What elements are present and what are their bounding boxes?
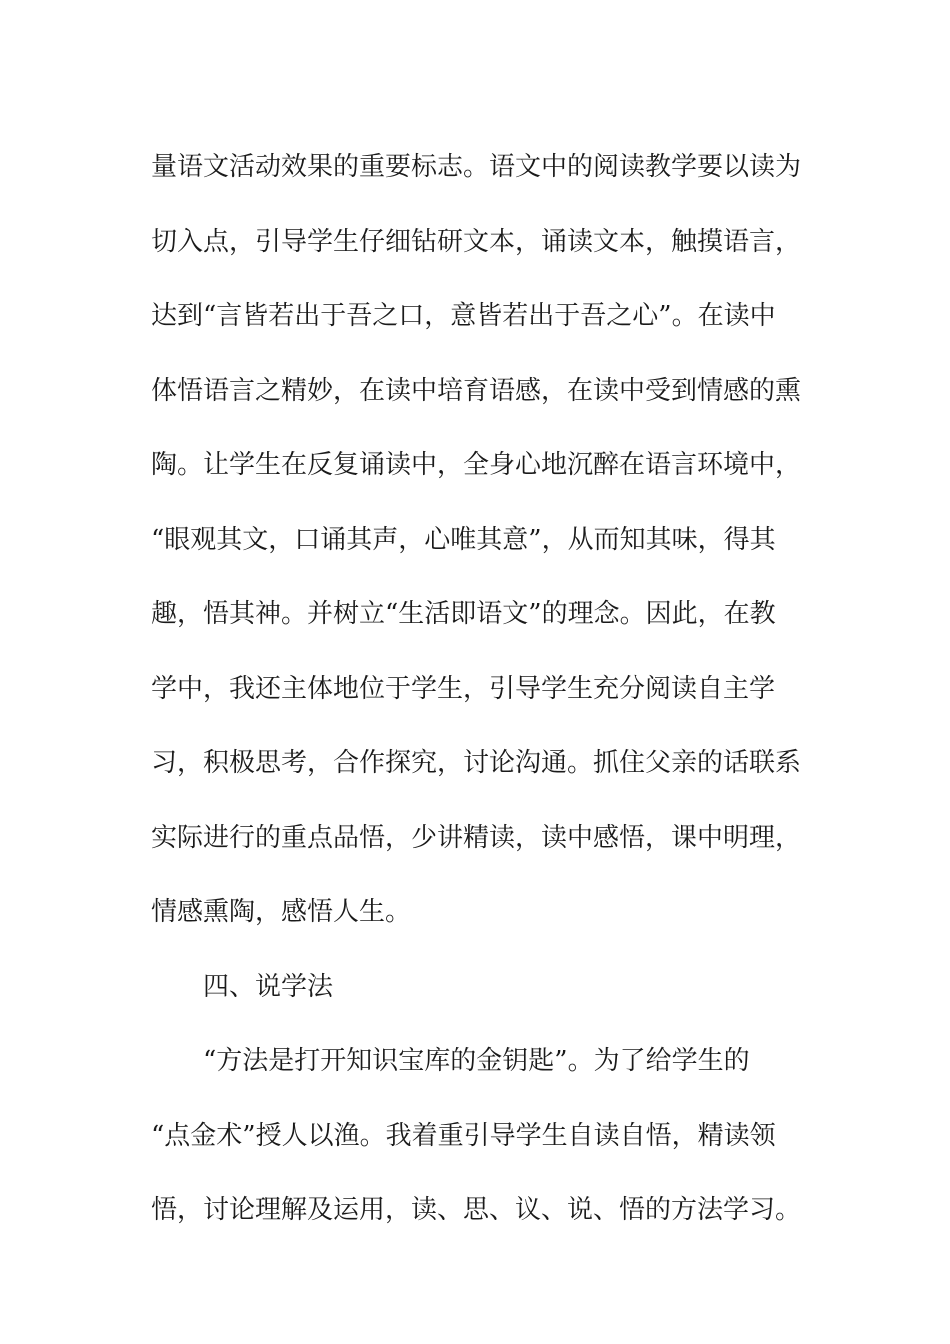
body-line: 陶。让学生在反复诵读中，全身心地沉醉在语言环境中， <box>151 450 802 480</box>
body-line: 达到“言皆若出于吾之口，意皆若出于吾之心”。在读中 <box>151 301 776 331</box>
body-line: 体悟语言之精妙，在读中培育语感，在读中受到情感的熏 <box>151 375 802 406</box>
body-line: 悟，讨论理解及运用，读、思、议、说、悟的方法学习。 <box>151 1195 802 1225</box>
body-line: 趣，悟其神。并树立“生活即语文”的理念。因此，在教 <box>151 599 776 629</box>
body-line: “眼观其文，口诵其声，心唯其意”，从而知其味，得其 <box>151 524 776 555</box>
paragraph-first-line: “方法是打开知识宝库的金钥匙”。为了给学生的 <box>203 1046 750 1076</box>
body-line: 学中，我还主体地位于学生，引导学生充分阅读自主学 <box>151 673 776 704</box>
body-line: 切入点，引导学生仔细钻研文本，诵读文本，触摸语言， <box>151 226 802 257</box>
body-line: 实际进行的重点品悟，少讲精读，读中感悟，课中明理， <box>151 822 802 853</box>
body-line: 情感熏陶，感悟人生。 <box>151 897 412 927</box>
document-body <box>151 130 811 1248</box>
body-line: 习，积极思考，合作探究，讨论沟通。抓住父亲的话联系 <box>151 748 802 778</box>
section-heading: 四、说学法 <box>203 971 334 1002</box>
body-line: “点金术”授人以渔。我着重引导学生自读自悟，精读领 <box>151 1120 776 1151</box>
body-line: 量语文活动效果的重要标志。语文中的阅读教学要以读为 <box>151 152 802 182</box>
